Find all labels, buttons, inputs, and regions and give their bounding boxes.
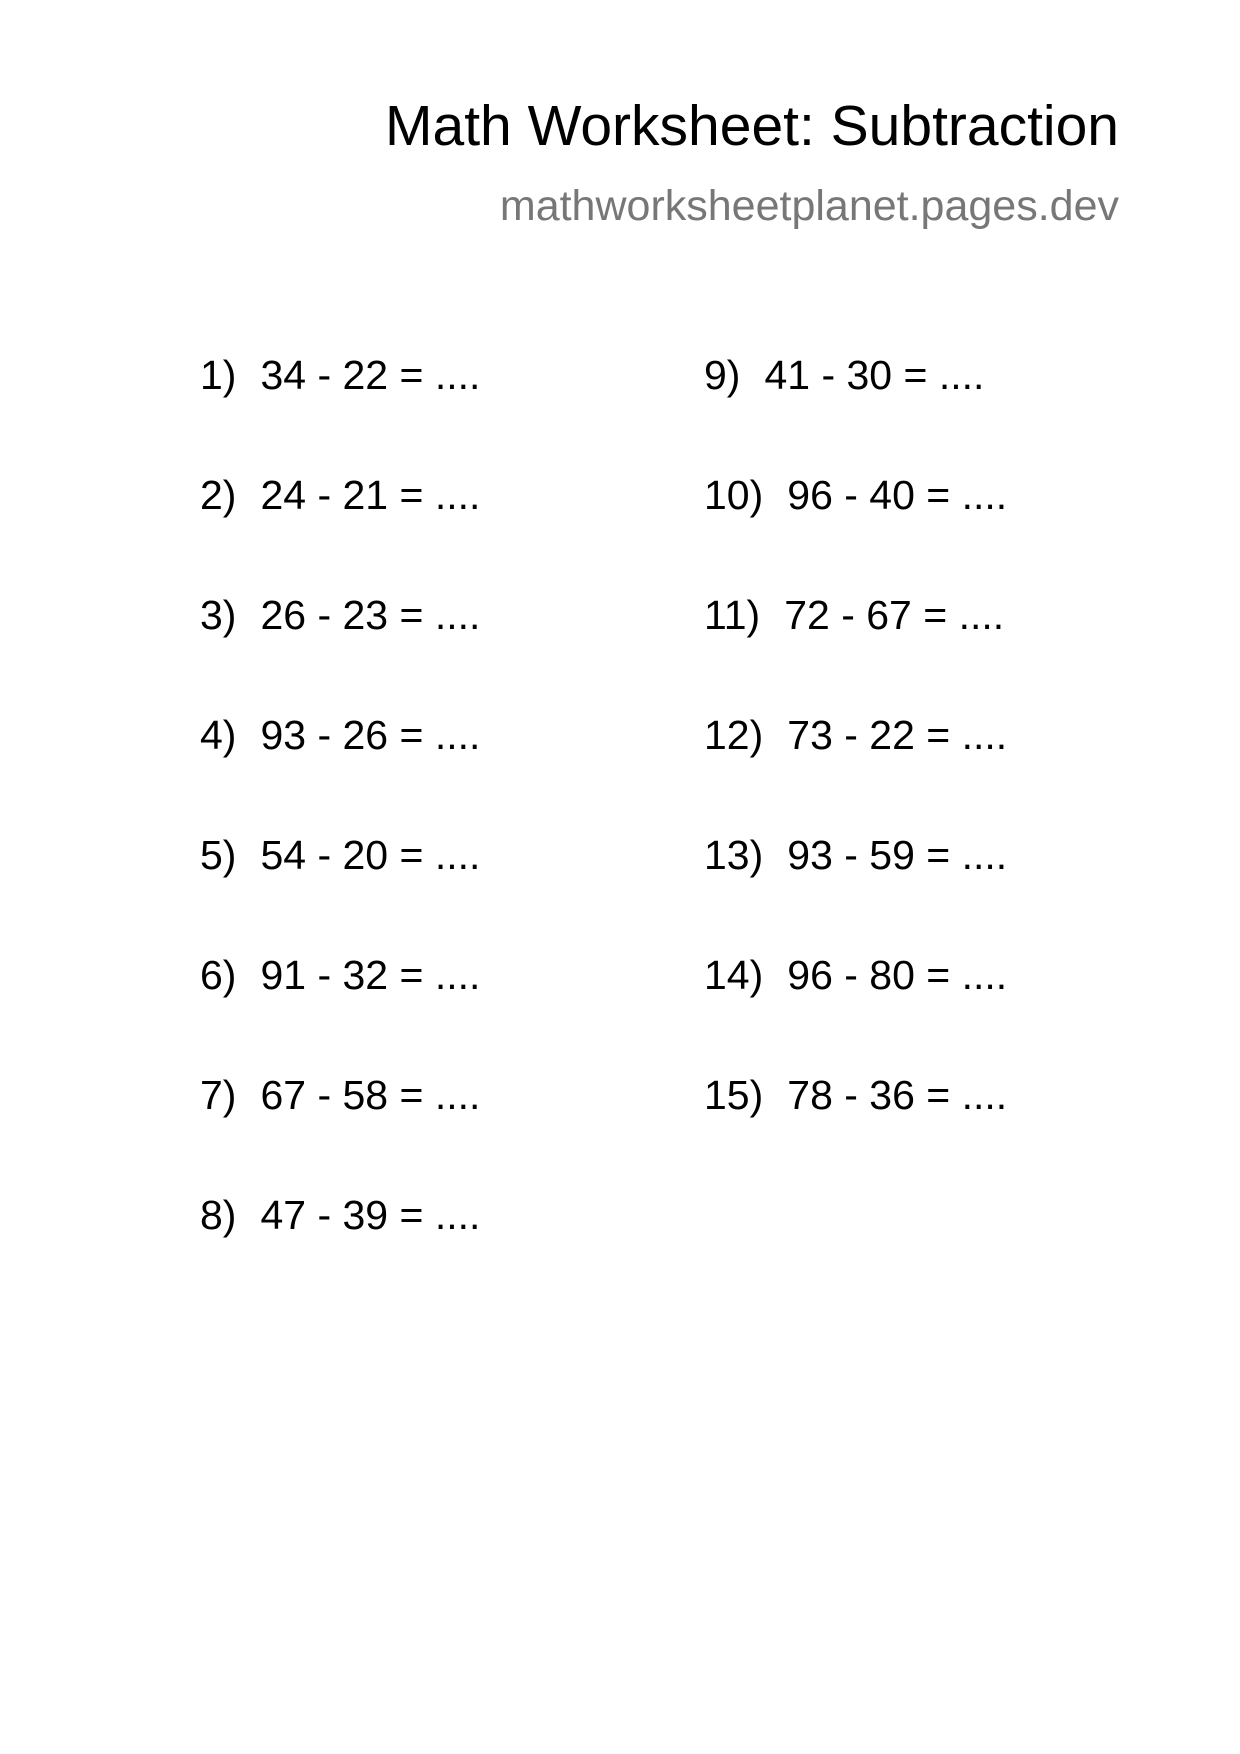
problem-number: 10): [704, 472, 764, 518]
problem-expression: 96 - 80 = ....: [787, 952, 1008, 998]
problem-1: [200, 352, 481, 398]
site-url: mathworksheetplanet.pages.dev: [499, 182, 1119, 230]
problem-6: [200, 952, 481, 998]
problem-5: [200, 832, 481, 878]
problem-expression: 91 - 32 = ....: [260, 952, 481, 998]
problem-expression: 73 - 22 = ....: [787, 712, 1008, 758]
problem-8: [200, 1192, 481, 1238]
problem-expression: 96 - 40 = ....: [787, 472, 1008, 518]
problem-number: 3): [200, 592, 237, 638]
problem-3: [200, 592, 481, 638]
problem-number: 15): [704, 1072, 764, 1118]
problem-number: 1): [200, 352, 237, 398]
page-title: Math Worksheet: Subtraction: [385, 94, 1119, 158]
problem-2: [200, 472, 481, 518]
problem-expression: 54 - 20 = ....: [260, 832, 481, 878]
worksheet-header: [385, 94, 1119, 230]
problem-expression: 67 - 58 = ....: [260, 1072, 481, 1118]
problem-number: 2): [200, 472, 237, 518]
problem-expression: 47 - 39 = ....: [260, 1192, 481, 1238]
problem-9: [704, 352, 985, 398]
problem-13: [704, 832, 1008, 878]
problem-number: 9): [704, 352, 741, 398]
problem-expression: 72 - 67 = ....: [784, 592, 1005, 638]
problem-expression: 93 - 59 = ....: [787, 832, 1008, 878]
problem-11: [704, 592, 1005, 638]
problem-15: [704, 1072, 1008, 1118]
problem-expression: 78 - 36 = ....: [787, 1072, 1008, 1118]
problem-number: 4): [200, 712, 237, 758]
problem-number: 14): [704, 952, 764, 998]
problem-4: [200, 712, 481, 758]
problem-number: 5): [200, 832, 237, 878]
problem-7: [200, 1072, 481, 1118]
problem-number: 11): [704, 592, 761, 638]
problem-expression: 41 - 30 = ....: [764, 352, 985, 398]
problem-expression: 26 - 23 = ....: [260, 592, 481, 638]
problem-number: 6): [200, 952, 237, 998]
problem-expression: 24 - 21 = ....: [260, 472, 481, 518]
problem-14: [704, 952, 1008, 998]
problem-number: 13): [704, 832, 764, 878]
problem-number: 7): [200, 1072, 237, 1118]
problem-number: 8): [200, 1192, 237, 1238]
problem-10: [704, 472, 1008, 518]
problem-number: 12): [704, 712, 764, 758]
problem-expression: 93 - 26 = ....: [260, 712, 481, 758]
problem-expression: 34 - 22 = ....: [260, 352, 481, 398]
problem-12: [704, 712, 1008, 758]
